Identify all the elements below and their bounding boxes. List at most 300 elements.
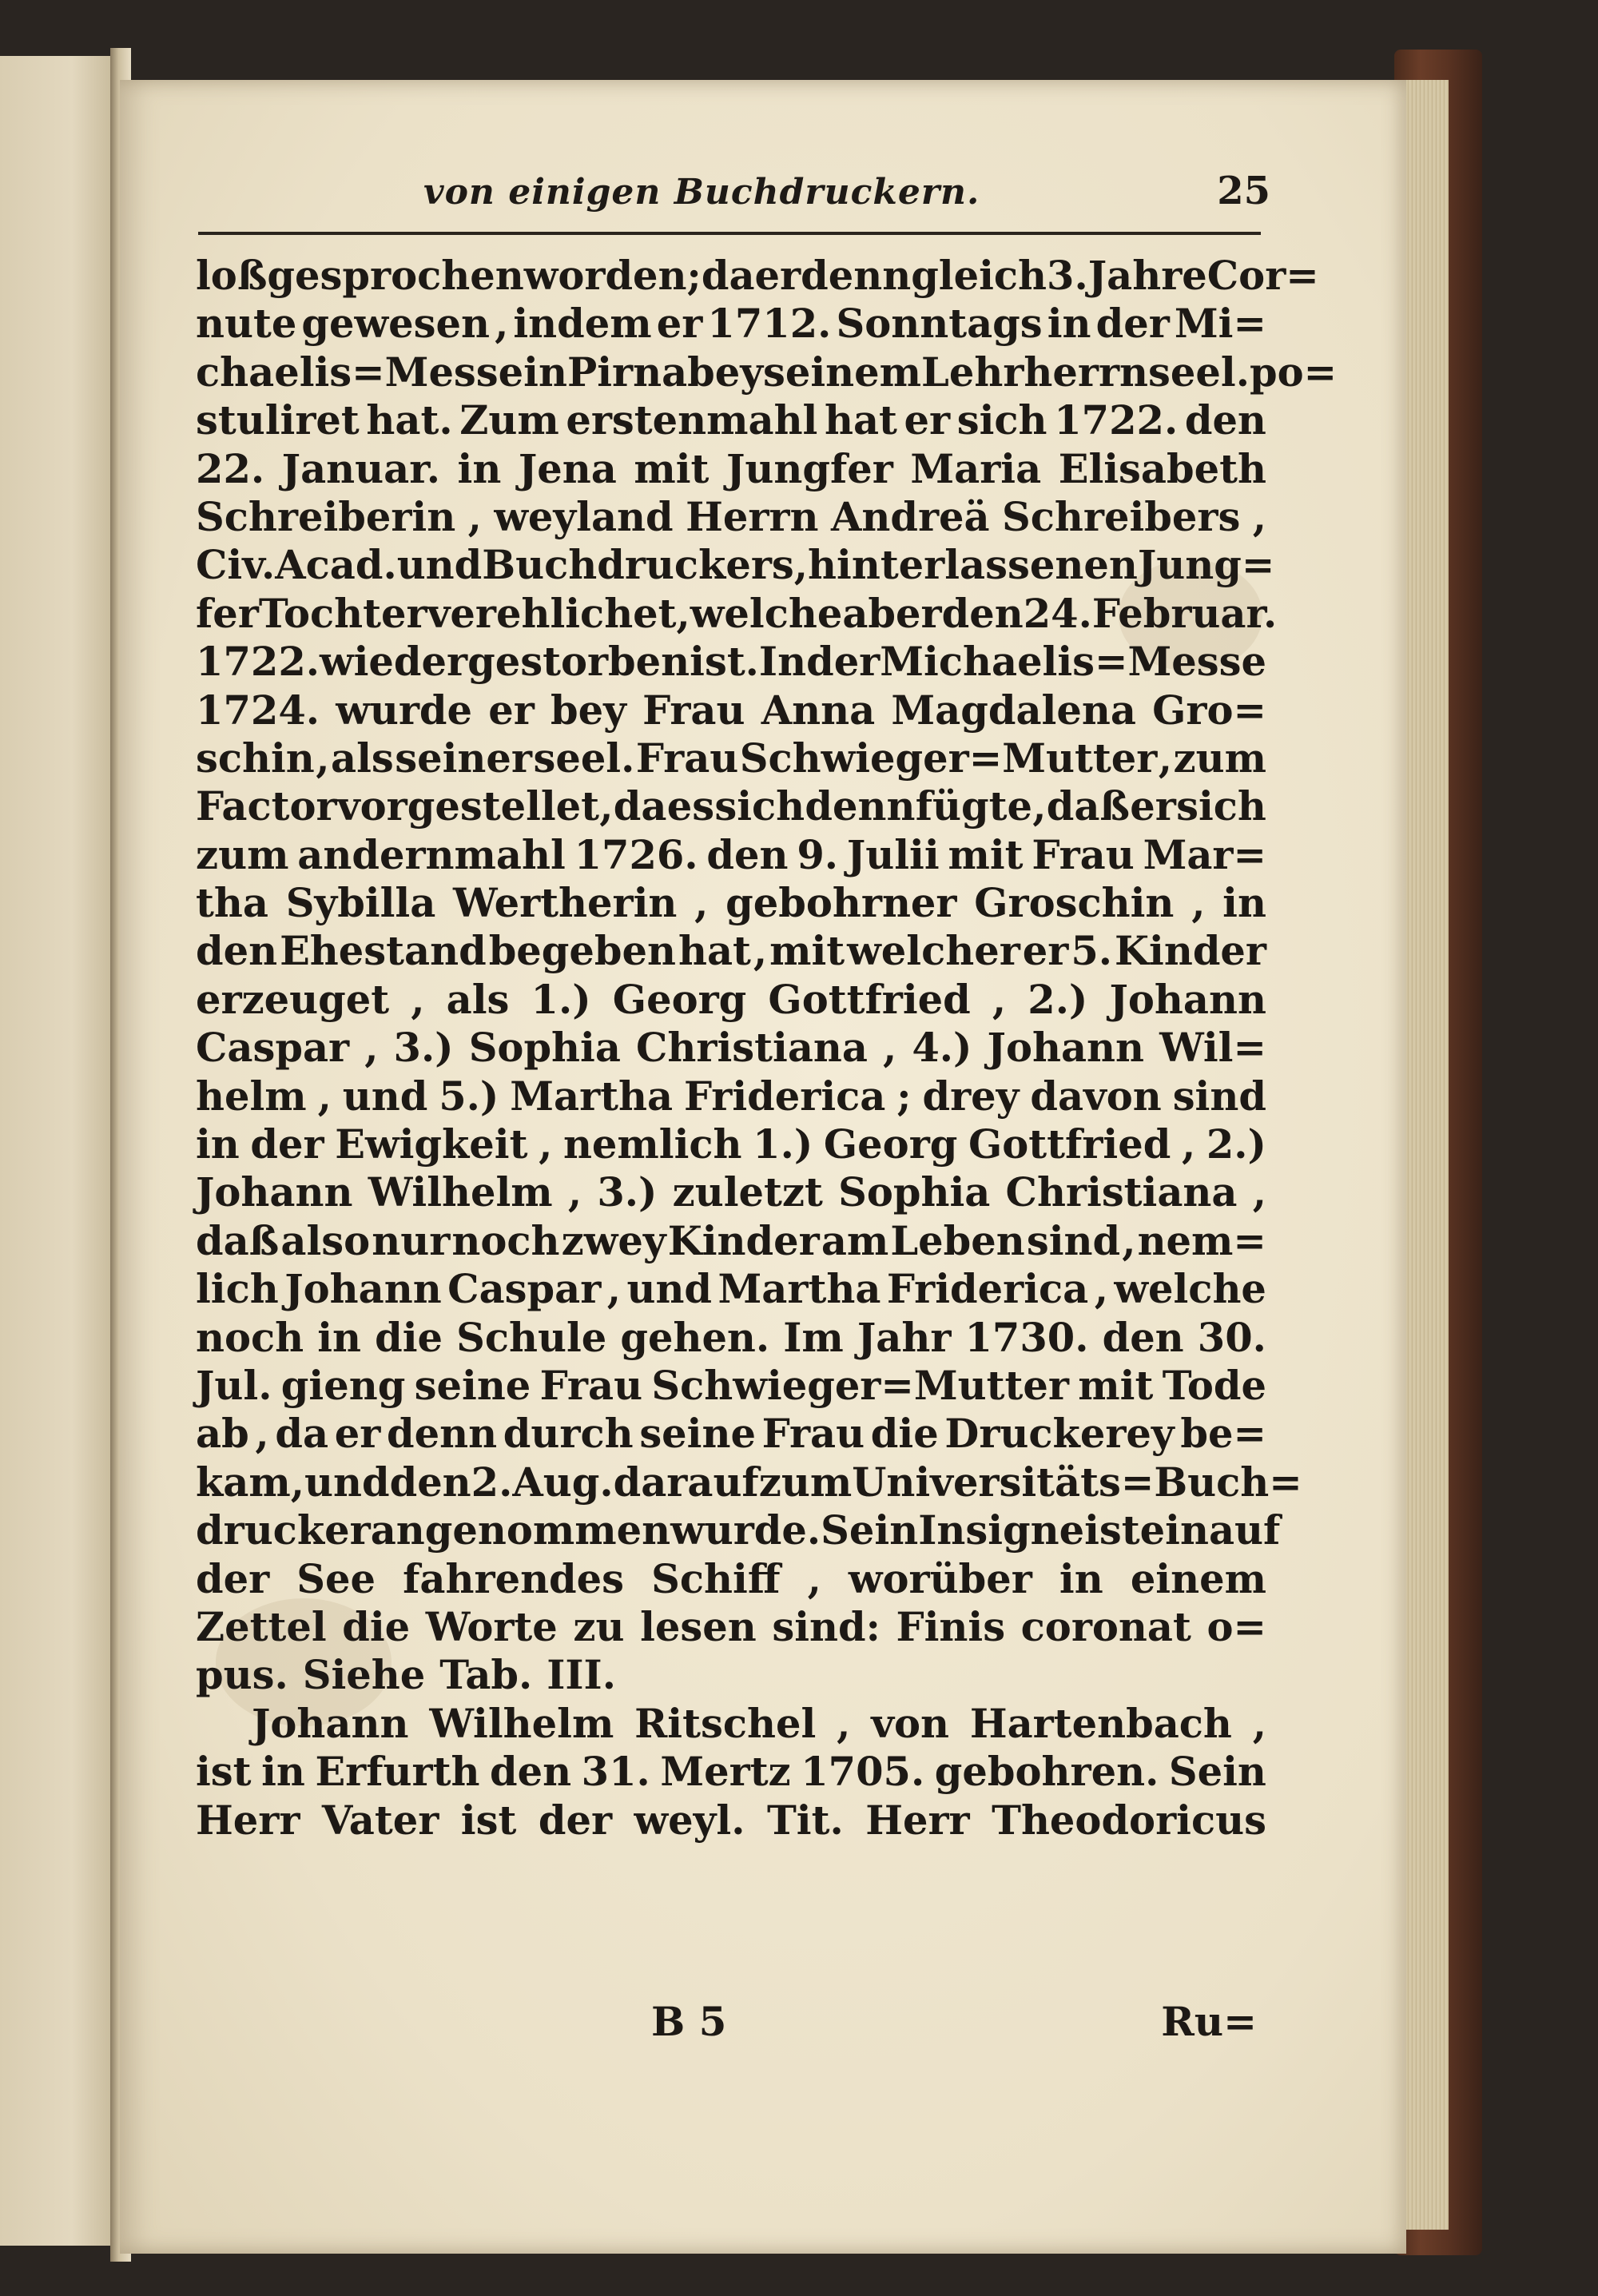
word: Tab.	[439, 1652, 533, 1699]
word: den	[1184, 397, 1266, 444]
word: Januar.	[281, 445, 440, 492]
word: der	[250, 1121, 324, 1168]
page-footer	[196, 1998, 1266, 2054]
word: gleich	[911, 253, 1047, 299]
word: nur	[372, 1217, 451, 1264]
word: zu	[573, 1603, 625, 1650]
word: einem	[1130, 1555, 1266, 1602]
word: coronat	[1020, 1603, 1191, 1650]
text-line	[196, 445, 1266, 493]
word: Wilhelm	[368, 1169, 553, 1216]
text-line	[196, 541, 1275, 589]
word: in	[261, 1749, 305, 1796]
word: 1722.	[196, 639, 320, 686]
word: Cor=	[1206, 253, 1319, 299]
word: ,	[495, 300, 509, 348]
text-line	[196, 1072, 1266, 1120]
word: 3.)	[597, 1169, 658, 1216]
word: fer	[196, 590, 259, 637]
word: Georg	[823, 1121, 958, 1168]
word: vorgestellet	[336, 783, 600, 830]
word: den	[490, 1749, 572, 1796]
word: Herr	[196, 1797, 300, 1844]
word: Kinder	[1115, 928, 1266, 975]
word: Zettel	[196, 1603, 327, 1650]
word: 1.)	[531, 976, 591, 1023]
word: er	[1022, 928, 1069, 975]
word: der	[196, 1555, 270, 1602]
word: von	[871, 1700, 949, 1747]
word: Sein	[1168, 1749, 1266, 1796]
word: 1726.	[574, 831, 698, 878]
word: Lehrherrn	[921, 348, 1149, 396]
word: Michaelis=Messe	[880, 639, 1267, 686]
word: wurde.	[670, 1507, 821, 1554]
word: nute	[196, 300, 297, 348]
word: drucker	[196, 1507, 371, 1554]
word: Kinder	[667, 1217, 820, 1264]
word: Georg	[612, 976, 747, 1023]
word: Worte	[425, 1603, 558, 1650]
word: Friderica	[886, 1266, 1089, 1313]
word: ,	[467, 493, 482, 540]
word: Maria	[910, 445, 1042, 492]
word: weyl.	[634, 1797, 745, 1844]
word: zwey	[561, 1217, 666, 1264]
word: Elisabeth	[1058, 445, 1266, 492]
word: denn	[805, 783, 916, 830]
word: ,	[1094, 1266, 1108, 1313]
word: zuletzt	[672, 1169, 823, 1216]
word: gewesen	[301, 300, 490, 348]
word: ,	[753, 928, 768, 975]
word: Leben	[890, 1217, 1025, 1264]
text-line	[196, 1748, 1266, 1796]
word: ,	[1181, 1121, 1196, 1168]
word: Herr	[865, 1797, 970, 1844]
word: Tit.	[766, 1797, 844, 1844]
word: ist.	[690, 639, 759, 686]
text-line	[196, 1797, 1266, 1844]
word: Frau	[1032, 831, 1135, 878]
word: Johann	[987, 1025, 1145, 1072]
word: zum	[196, 831, 289, 878]
word: zum	[758, 1458, 853, 1506]
text-line	[196, 1603, 1266, 1651]
word: ,	[992, 976, 1007, 1023]
catchword: Ru=	[1161, 1998, 1257, 2045]
word: Mertz	[660, 1749, 791, 1796]
word: Acad.	[275, 542, 397, 589]
word: seiner	[395, 734, 532, 782]
text-line	[196, 1120, 1266, 1168]
word: am	[821, 1217, 889, 1264]
word: ,	[837, 1700, 851, 1747]
word: Johann	[284, 1266, 442, 1313]
word: ,	[676, 590, 690, 637]
word: Aug.	[512, 1458, 614, 1506]
word: In	[758, 639, 807, 686]
word: ,	[411, 976, 425, 1023]
word: Sophia	[468, 1025, 621, 1072]
word: 30.	[1197, 1314, 1266, 1361]
word: darauf	[613, 1458, 759, 1506]
word: 2.)	[1028, 976, 1088, 1023]
word: Johann	[252, 1700, 409, 1747]
word: pus.	[196, 1652, 288, 1699]
text-line	[196, 879, 1266, 927]
text-line	[196, 734, 1266, 782]
word: 24.	[1023, 590, 1092, 637]
word: Mi=	[1174, 300, 1266, 348]
word: Caspar	[196, 1025, 350, 1072]
word: 22.	[196, 445, 265, 492]
word: als	[446, 976, 510, 1023]
word: Anna	[761, 686, 876, 734]
word: Ehestand	[280, 928, 487, 975]
word: ,	[694, 880, 709, 927]
word: 3.	[1047, 253, 1088, 299]
word: ,	[1032, 783, 1047, 830]
word: Frau	[642, 686, 745, 734]
word: Zum	[459, 397, 559, 444]
word: Hartenbach	[969, 1700, 1232, 1747]
word: ,	[317, 1072, 332, 1120]
word: welcher	[847, 928, 1020, 975]
word: angenommen	[370, 1507, 671, 1554]
word: Groschin	[974, 880, 1175, 927]
word: Finis	[896, 1603, 1006, 1650]
word: 31.	[581, 1749, 650, 1796]
word: erstenmahl	[566, 397, 818, 444]
text-line	[196, 1555, 1266, 1603]
word: daß	[1046, 783, 1131, 830]
word: be=	[1180, 1411, 1266, 1458]
word: begeben	[488, 928, 676, 975]
word: noch	[451, 1217, 560, 1264]
word: Jul.	[196, 1362, 272, 1409]
word: den	[706, 831, 789, 878]
text-line	[196, 348, 1338, 396]
word: in	[1059, 1555, 1103, 1602]
word: Tode	[1162, 1362, 1266, 1409]
word: auf	[1208, 1507, 1281, 1554]
word: fahrendes	[403, 1555, 625, 1602]
word: da	[613, 783, 667, 830]
word: 1705.	[801, 1749, 925, 1796]
word: den	[196, 928, 278, 975]
word: See	[296, 1555, 376, 1602]
word: Vater	[321, 1797, 439, 1844]
word: 3.)	[393, 1025, 454, 1072]
body-text	[196, 252, 1338, 1844]
word: indem	[513, 300, 652, 348]
word: der	[538, 1797, 613, 1844]
word: nemlich	[562, 1121, 742, 1168]
word: der	[806, 639, 880, 686]
word: Andreä	[830, 493, 990, 540]
word: Ritschel	[634, 1700, 817, 1747]
word: die	[342, 1603, 411, 1650]
word: ein	[1139, 1507, 1209, 1554]
word: ;	[896, 1072, 912, 1120]
word: seine	[639, 1411, 756, 1458]
word: 1712.	[707, 300, 832, 348]
word: 1.)	[753, 1121, 813, 1168]
running-title: von einigen Buchdruckern.	[423, 172, 980, 213]
text-line	[196, 1314, 1266, 1362]
word: sich	[714, 783, 805, 830]
word: welche	[690, 590, 843, 637]
word: ist	[196, 1749, 252, 1796]
word: hat.	[366, 397, 453, 444]
word: mit	[948, 831, 1024, 878]
facing-page-edge	[0, 56, 120, 2246]
word: 1722.	[1054, 397, 1179, 444]
word: ,	[1191, 880, 1206, 927]
word: Christiana	[636, 1025, 868, 1072]
word: Martha	[510, 1072, 674, 1120]
word: Mar=	[1143, 831, 1266, 878]
text-line	[196, 976, 1266, 1024]
word: in	[196, 1121, 240, 1168]
word: sich	[956, 397, 1047, 444]
word: 2.)	[1206, 1121, 1266, 1168]
word: schin	[196, 734, 315, 782]
word: ,	[793, 542, 809, 589]
word: verehlichet	[427, 590, 677, 637]
word: ab	[196, 1411, 249, 1458]
word: als	[331, 734, 394, 782]
word: ,	[807, 1555, 821, 1602]
text-line	[196, 927, 1266, 975]
word: Frau	[761, 1411, 865, 1458]
word: nem=	[1137, 1217, 1266, 1264]
text-line	[196, 1651, 1266, 1699]
text-line	[196, 493, 1266, 541]
word: denn	[801, 253, 912, 299]
word: und	[626, 1266, 713, 1313]
word: Martha	[718, 1266, 881, 1313]
text-line	[196, 1265, 1266, 1313]
word: denn	[387, 1411, 498, 1458]
word: Theodoricus	[992, 1797, 1266, 1844]
word: Friderica	[684, 1072, 886, 1120]
word: und	[396, 542, 483, 589]
word: er	[754, 253, 801, 299]
text-line	[196, 252, 1319, 300]
signature-mark: B 5	[651, 1998, 727, 2045]
word: seel.	[533, 734, 635, 782]
word: daß	[196, 1217, 280, 1264]
word: mit	[634, 445, 710, 492]
word: Schiff	[651, 1555, 781, 1602]
word: Frau	[635, 734, 739, 782]
word: wieder	[320, 639, 468, 686]
word: noch	[196, 1314, 304, 1361]
word: Schreibers	[1002, 493, 1241, 540]
word: Ewigkeit	[335, 1121, 528, 1168]
word: da	[701, 253, 755, 299]
word: bey	[551, 686, 626, 734]
word: fügte	[915, 783, 1032, 830]
word: Herrn	[686, 493, 819, 540]
word: mit	[769, 928, 845, 975]
word: Jung=	[1137, 542, 1275, 589]
text-line	[196, 1168, 1266, 1216]
word: in	[317, 1314, 362, 1361]
word: Factor	[196, 783, 337, 830]
word: davon	[1030, 1072, 1162, 1120]
word: die	[375, 1314, 443, 1361]
text-line	[196, 1024, 1266, 1072]
text-line	[196, 1506, 1281, 1554]
word: ,	[1252, 1700, 1266, 1747]
word: der	[1095, 300, 1170, 348]
word: den	[1102, 1314, 1184, 1361]
page-number: 25	[1217, 169, 1270, 213]
word: Gro=	[1152, 686, 1266, 734]
text-line	[196, 590, 1278, 638]
word: gebohrner	[725, 880, 957, 927]
word: 5.)	[439, 1072, 499, 1120]
word: gehen.	[620, 1314, 770, 1361]
word: in	[1047, 300, 1091, 348]
word: 2.	[471, 1458, 513, 1506]
word: sind:	[772, 1603, 880, 1650]
word: Gottfried	[968, 1121, 1171, 1168]
word: Schreiberin	[196, 493, 456, 540]
word: seinem	[763, 348, 922, 396]
word: Universitäts=Buch=	[852, 1458, 1302, 1506]
word: Druckerey	[944, 1411, 1175, 1458]
text-line	[196, 1458, 1302, 1506]
word: seine	[414, 1362, 531, 1409]
word: lesen	[640, 1603, 757, 1650]
word: es	[666, 783, 715, 830]
word: er	[334, 1411, 381, 1458]
word: 1724.	[196, 686, 320, 734]
word: und	[304, 1458, 390, 1506]
word: ist	[1084, 1507, 1140, 1554]
word: stuliret	[196, 397, 360, 444]
word: in	[523, 348, 567, 396]
word: loßgesprochen	[196, 253, 524, 299]
word: mit	[1078, 1362, 1154, 1409]
word: gebohren.	[934, 1749, 1159, 1796]
word: ,	[1122, 1217, 1136, 1264]
text-line	[196, 1410, 1266, 1458]
word: Sybilla	[285, 880, 436, 927]
word: Wilhelm	[429, 1700, 614, 1747]
word: ,	[290, 1458, 304, 1506]
word: Februar.	[1091, 590, 1278, 637]
word: 4.)	[912, 1025, 972, 1072]
word: Caspar	[447, 1266, 602, 1313]
text-line	[196, 300, 1266, 348]
word: Sonntags	[836, 300, 1043, 348]
word: er	[904, 397, 951, 444]
text-line	[196, 1362, 1266, 1410]
word: ,	[1252, 1169, 1266, 1216]
word: ,	[1158, 734, 1172, 782]
word: in	[457, 445, 502, 492]
word: o=	[1206, 1603, 1266, 1650]
word: Magdalena	[891, 686, 1136, 734]
text-line	[196, 782, 1266, 830]
word: Jahr	[857, 1314, 952, 1361]
word: Sophia	[838, 1169, 991, 1216]
word: Schwieger=Mutter	[739, 734, 1158, 782]
word: und	[342, 1072, 428, 1120]
word: helm	[196, 1072, 307, 1120]
word: Civ.	[196, 542, 276, 589]
word: erzeuget	[196, 976, 390, 1023]
word: Erfurth	[315, 1749, 480, 1796]
word: Pirna	[566, 348, 688, 396]
text-line	[196, 396, 1266, 444]
word: in	[1222, 880, 1266, 927]
word: den	[941, 590, 1024, 637]
text-line	[196, 1217, 1266, 1265]
word: sind	[1172, 1072, 1266, 1120]
word: sich	[1176, 783, 1266, 830]
word: Frau	[539, 1362, 643, 1409]
word: lich	[196, 1266, 279, 1313]
word: Christiana	[1005, 1169, 1238, 1216]
word: ,	[255, 1411, 269, 1458]
word: Jungfer	[725, 445, 893, 492]
word: ,	[599, 783, 614, 830]
word: tha	[196, 880, 268, 927]
word: Johann	[1109, 976, 1266, 1023]
header-rule	[198, 232, 1261, 235]
word: gieng	[280, 1362, 406, 1409]
page-stack-edge	[1402, 80, 1449, 2230]
word: ,	[606, 1266, 621, 1313]
word: kam	[196, 1458, 291, 1506]
word: er	[488, 686, 535, 734]
word: Insigne	[918, 1507, 1085, 1554]
text-line	[196, 686, 1266, 734]
word: ;	[686, 253, 702, 299]
text-line	[196, 1700, 1266, 1748]
word: den	[389, 1458, 471, 1506]
word: 1730.	[964, 1314, 1089, 1361]
word: ,	[316, 734, 330, 782]
word: Gottfried	[768, 976, 971, 1023]
word: Sein	[821, 1507, 919, 1554]
word: hat	[824, 397, 897, 444]
word: Wil=	[1159, 1025, 1266, 1072]
word: ist	[460, 1797, 517, 1844]
word: Johann	[196, 1169, 353, 1216]
word: welche	[1114, 1266, 1266, 1313]
text-line	[196, 638, 1266, 686]
word: Tochter	[258, 590, 427, 637]
word: chaelis=Messe	[196, 348, 524, 396]
word: aber	[842, 590, 942, 637]
word: sind	[1026, 1217, 1121, 1264]
word: zum	[1173, 734, 1266, 782]
word: seel.	[1148, 348, 1250, 396]
word: ,	[1252, 493, 1266, 540]
word: ,	[883, 1025, 897, 1072]
word: Jena	[518, 445, 617, 492]
word: Julii	[846, 831, 940, 878]
word: hinterlassenen	[808, 542, 1138, 589]
word: Schwieger=Mutter	[651, 1362, 1069, 1409]
